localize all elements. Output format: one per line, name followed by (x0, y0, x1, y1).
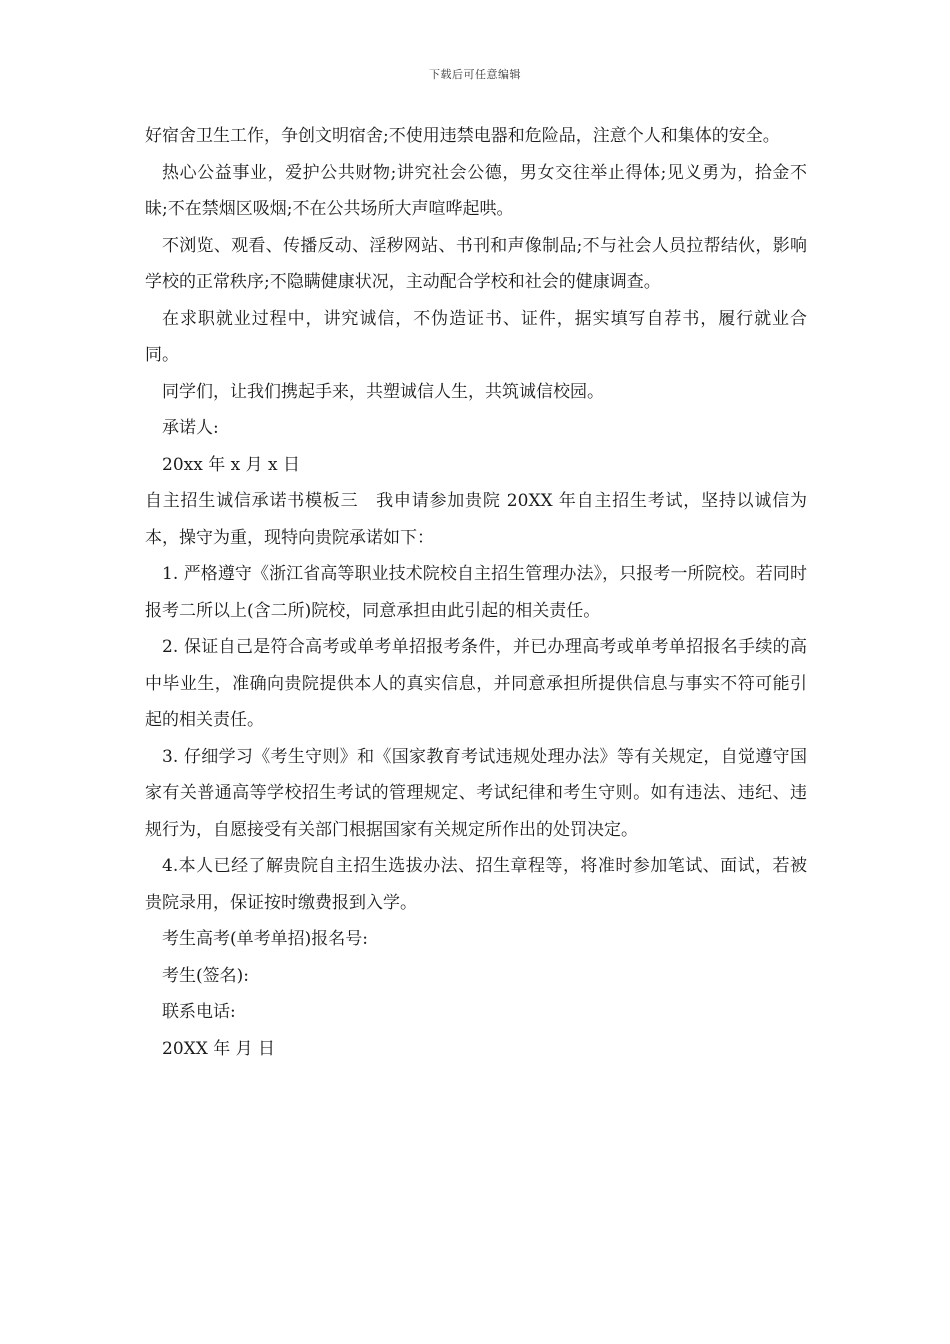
paragraph: 在求职就业过程中，讲究诚信，不伪造证书、证件，据实填写自荐书，履行就业合同。 (145, 308, 807, 365)
document-body (145, 118, 807, 1067)
date-line: 20XX 年 月 日 (162, 1038, 276, 1059)
paragraph: 热心公益事业，爱护公共财物;讲究社会公德，男女交往举止得体;见义勇为，拾金不昧;不在禁烟区吸烟;不在公共场所大声喧哗起哄。 (145, 162, 807, 219)
list-item: 1. 严格遵守《浙江省高等职业技术院校自主招生管理办法》，只报考一所院校。若同时报考二所以上(含二所)院校，同意承担由此引起的相关责任。 (145, 564, 807, 621)
signatory-label: 承诺人: (162, 418, 219, 438)
list-item: 4.本人已经了解贵院自主招生选拔办法、招生章程等，将准时参加笔试、面试，若被贵院录用，保证按时缴费报到入学。 (145, 856, 807, 913)
paragraph: 同学们，让我们携起手来，共塑诚信人生，共筑诚信校园。 (162, 381, 604, 402)
signature-label: 考生(签名): (162, 965, 249, 986)
date-line: 20xx 年 x 月 x 日 (162, 454, 301, 475)
phone-label: 联系电话: (162, 1002, 236, 1022)
page-header: 下载后可任意编辑 (429, 68, 521, 81)
list-item: 2. 保证自己是符合高考或单考单招报考条件，并已办理高考或单考单招报名手续的高中毕业生，准确向贵院提供本人的真实信息，并同意承担所提供信息与事实不符可能引起的相关责任。 (145, 637, 807, 730)
section-heading-paragraph: 自主招生诚信承诺书模板三 我申请参加贵院 20XX 年自主招生考试，坚持以诚信为本，操守为重，现特向贵院承诺如下： (145, 491, 807, 548)
list-item: 3. 仔细学习《考生守则》和《国家教育考试违规处理办法》等有关规定，自觉遵守国家有关普通高等学校招生考试的管理规定、考试纪律和考生守则。如有违法、违纪、违规行为，自愿接受有关部门根据国家有关规定所作出的处罚决定。 (145, 746, 807, 840)
paragraph: 不浏览、观看、传播反动、淫秽网站、书刊和声像制品;不与社会人员拉帮结伙，影响学校的正常秩序;不隐瞒健康状况，主动配合学校和社会的健康调查。 (145, 235, 807, 292)
paragraph: 好宿舍卫生工作，争创文明宿舍;不使用违禁电器和危险品，注意个人和集体的安全。 (145, 126, 780, 146)
registration-number-label: 考生高考(单考单招)报名号: (162, 929, 368, 949)
